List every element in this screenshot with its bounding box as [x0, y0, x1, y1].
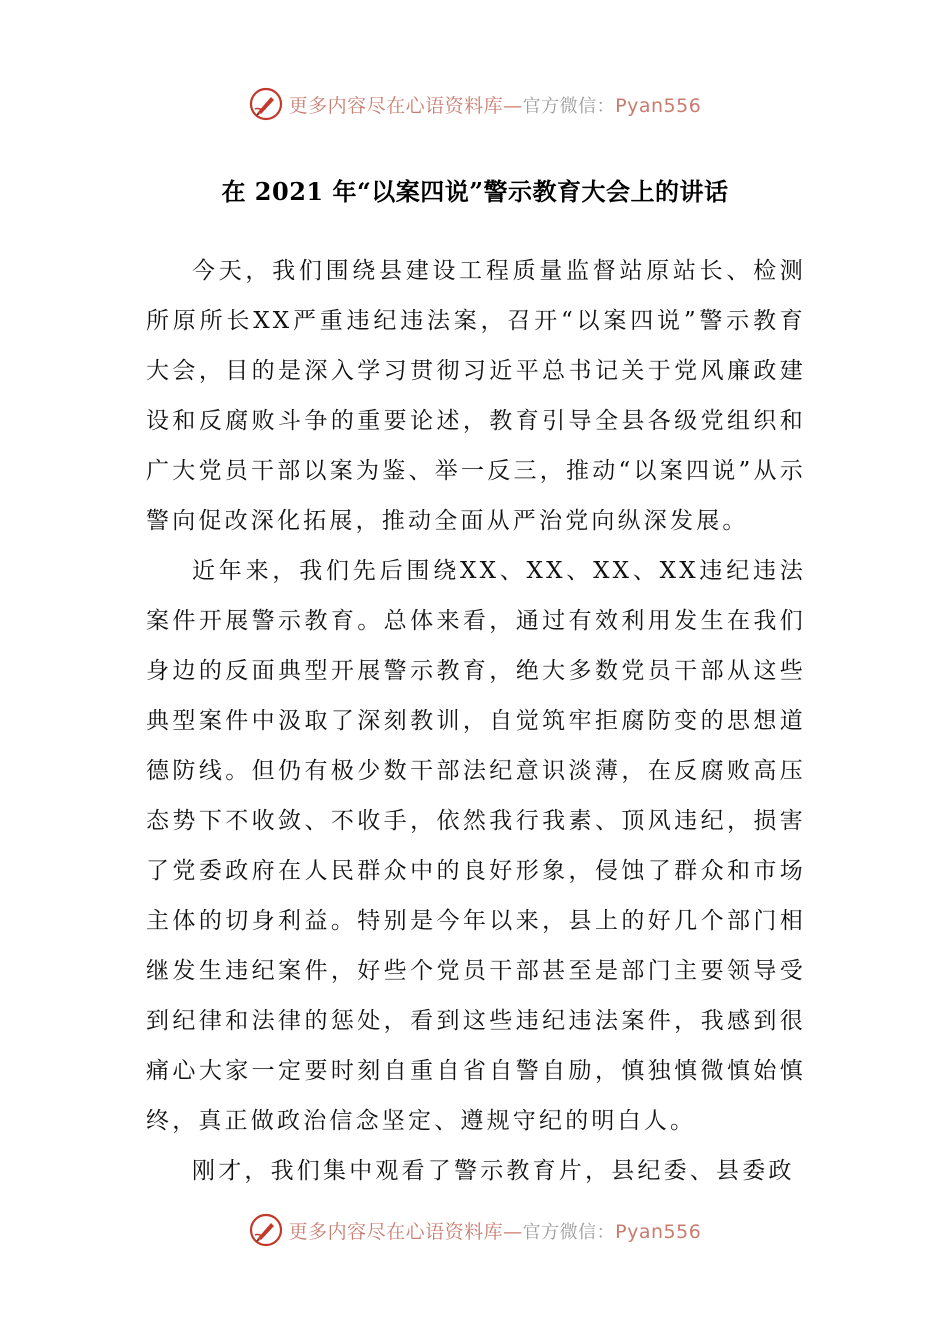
page-title: 在 2021 年“以案四说”警示教育大会上的讲话: [221, 177, 729, 206]
watermark-dash: —: [503, 94, 523, 117]
watermark-sub: 官方微信：: [522, 95, 616, 117]
watermark-text: [289, 91, 702, 118]
watermark-dash: —: [503, 1220, 523, 1243]
watermark-sub: 官方微信：: [522, 1221, 616, 1243]
header-watermark: [0, 84, 950, 124]
paragraph: 近年来，我们先后围绕XX、XX、XX、XX违纪违法案件开展警示教育。总体来看，通过有效利用发生在我们身边的反面典型开展警示教育，绝大多数党员干部从这些典型案件中汲取了深刻教训，自觉筑牢拒腐防变的思想道德防线。但仍有极少数干部法纪意识淡薄，在反腐败高压态势下不收敛、不收手，依然我行我素、顶风违纪，损害了党委政府在人民群众中的良好形象，侵蚀了群众和市场主体的切身利益。特别是今年以来，县上的好几个部门相继发生违纪案件，好些个党员干部甚至是部门主要领导受到纪律和法律的惩处，看到这些违纪违法案件，我感到很痛心大家一定要时刻自重自省自警自励，慎独慎微慎始慎终，真正做政治信念坚定、遵规守纪的明白人。: [146, 558, 806, 1134]
watermark-brand: 更多内容尽在心语资料库: [288, 94, 504, 117]
paragraph: 刚才，我们集中观看了警示教育片，县纪委、县委政: [192, 1158, 795, 1184]
footer-watermark: [0, 1210, 950, 1250]
watermark-wechat-id: Pyan556: [615, 1220, 702, 1243]
paragraph: 今天，我们围绕县建设工程质量监督站原站长、检测所原所长XX严重违纪违法案，召开“以案四说”警示教育大会，目的是深入学习贯彻习近平总书记关于党风廉政建设和反腐败斗争的重要论述，教育引导全县各级党组织和广大党员干部以案为鉴、举一反三，推动“以案四说”从示警向促改深化拓展，推动全面从严治党向纵深发展。: [146, 258, 806, 534]
pen-logo-icon: [249, 1213, 283, 1247]
document-body: [146, 246, 806, 1196]
pen-logo-icon: [249, 87, 283, 121]
watermark-text: [289, 1217, 702, 1244]
watermark-brand: 更多内容尽在心语资料库: [288, 1220, 504, 1243]
watermark-wechat-id: Pyan556: [615, 94, 702, 117]
